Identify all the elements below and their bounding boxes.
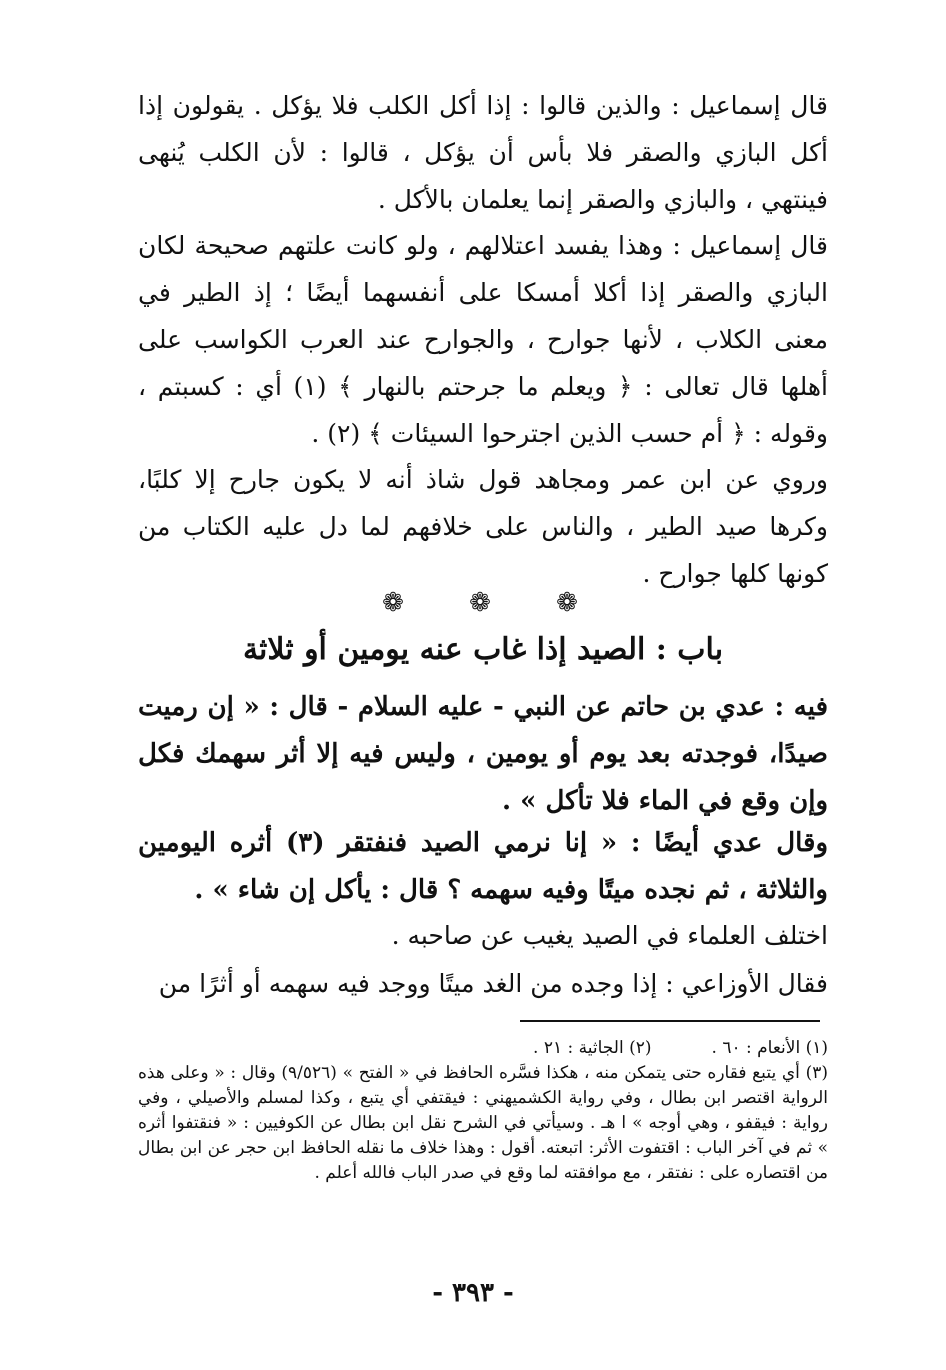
section-ornaments xyxy=(380,588,580,618)
footnote-2: (٢) الجاثية : ٢١ . xyxy=(533,1038,652,1058)
hadith-adi-1: فيه : عدي بن حاتم عن النبي - عليه السلام - قال : « إن رميت صيدًا، فوجدته بعد يوم أو يومين ، وليس فيه إلا أثر سهمك فكل وإن وقع في الماء فلا تأكل » . xyxy=(138,692,828,816)
footnotes xyxy=(138,1036,828,1186)
footnote-divider xyxy=(520,1020,820,1022)
ornament-icon: ❁ xyxy=(469,588,491,618)
paragraph-ibn-umar: وروي عن ابن عمر ومجاهد قول شاذ أنه لا يكون جارح إلا كلبًا، وكرها صيد الطير ، والناس على خلافهم لما دل عليه الكتاب من كونها كلها جوارح . xyxy=(138,465,828,588)
ornament-icon: ❁ xyxy=(382,588,404,618)
paragraph-scholars: اختلف العلماء في الصيد يغيب عن صاحبه . xyxy=(391,921,828,950)
paragraph-ismail-2: قال إسماعيل : وهذا يفسد اعتلالهم ، ولو كانت علتهم صحيحة لكان البازي والصقر إذا أكلا أمسكا على أنفسهما أيضًا ؛ إذ الطير في معنى الكلاب ، لأنها جوارح ، والجوارح عند العرب الكواسب على أهلها قال تعالى : ﴿ ويعلم ما جرحتم بالنهار ﴾ (١) أي : كسبتم ، وقوله : ﴿ أم حسب الذين اجترحوا السيئات ﴾ (٢) . xyxy=(138,231,828,448)
paragraph-awzai: فقال الأوزاعي : إذا وجده من الغد ميتًا ووجد فيه سهمه أو أثرًا من xyxy=(158,969,828,998)
page-number: - ٣٩٣ - xyxy=(432,1278,514,1308)
footnote-1: (١) الأنعام : ٦٠ . xyxy=(711,1038,828,1058)
hadith-adi-2: وقال عدي أيضًا : « إنا نرمي الصيد فنفتقر (٣) أثره اليومين والثلاثة ، ثم نجده ميتًا وفيه سهمه ؟ قال : يأكل إن شاء » . xyxy=(138,828,828,905)
footnote-3: (٣) أي يتبع فقاره حتى يتمكن منه ، هكذا فسَّره الحافظ في « الفتح » (٩/٥٢٦) وقال : « وعلى هذه الرواية اقتصر ابن بطال ، وفي رواية الكشميهني : فيقتفي أي يتبع ، وكذا لمسلم والأصيلي ، وفي رواية : فيقفو ، وهي أوجه » ا هـ . وسيأتي في الشرح نقل ابن بطال عن الكوفيين : « فنقتفوا أثره » ثم في آخر الباب : اقتفوت الأثر: اتبعته. أقول : وهذا خلاف ما نقله الحافظ ابن حجر عن ابن بطال من اقتصاره على : نفتقر ، مع موافقته لما وقع في صدر الباب فالله أعلم . xyxy=(138,1063,828,1183)
footnote-row-1-2 xyxy=(138,1036,828,1061)
chapter-title: باب : الصيد إذا غاب عنه يومين أو ثلاثة xyxy=(242,632,724,667)
paragraph-ismail-1: قال إسماعيل : والذين قالوا : إذا أكل الكلب فلا يؤكل . يقولون إذا أكل البازي والصقر فلا بأس أن يؤكل ، قالوا : لأن الكلب يُنهى فينتهي ، والبازي والصقر إنما يعلمان بالأكل . xyxy=(138,91,828,214)
ornament-icon: ❁ xyxy=(556,588,578,618)
